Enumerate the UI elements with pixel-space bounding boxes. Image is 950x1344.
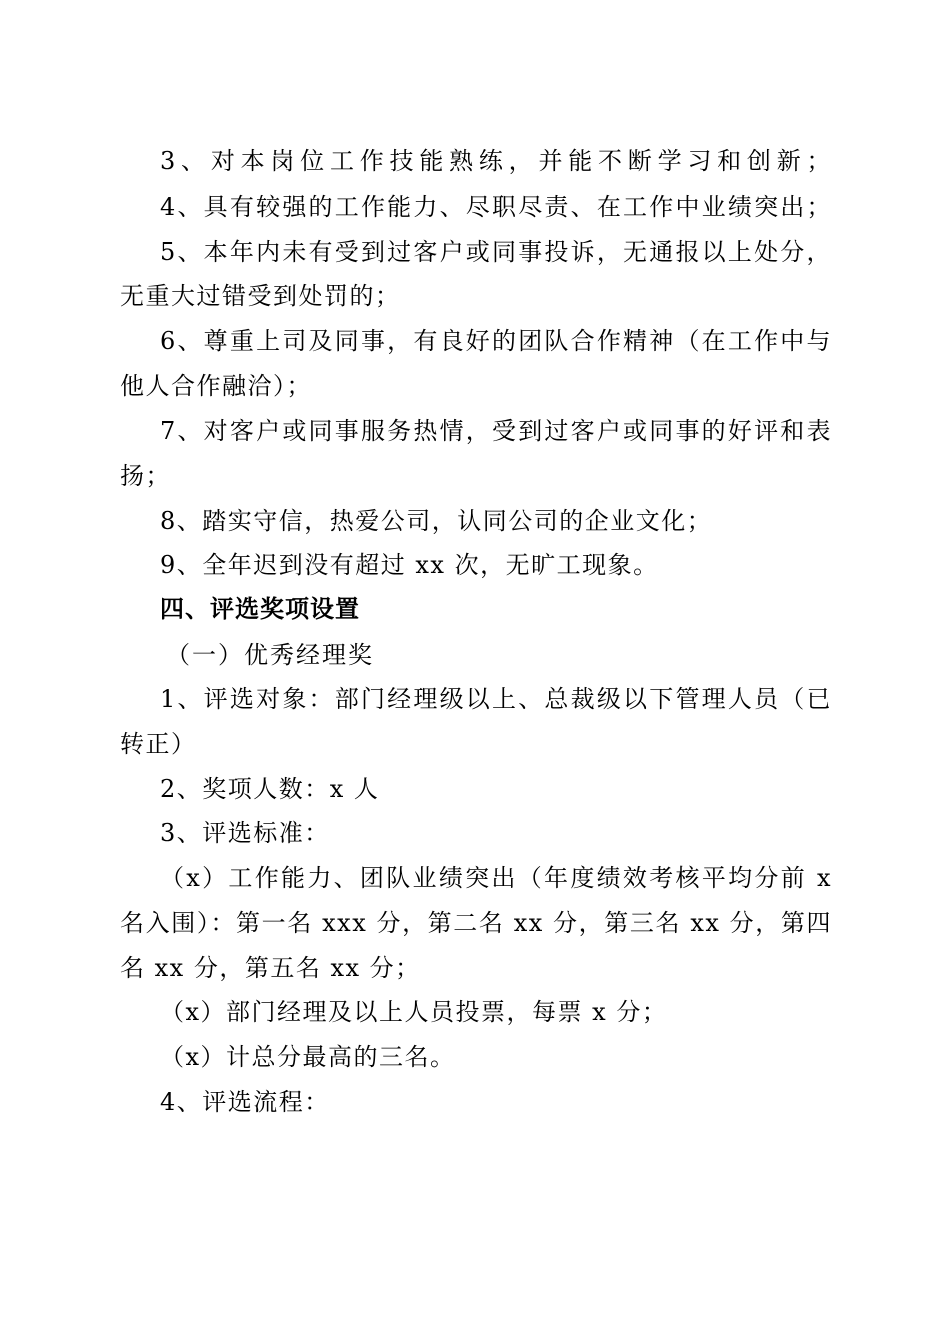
criterion-total: （x）计总分最高的三名。 [160,1043,456,1071]
criteria-item-4: 4、具有较强的工作能力、尽职尽责、在工作中业绩突出； [160,193,832,221]
criteria-item-6: 6、尊重上司及同事，有良好的团队合作精神（在工作中与 [160,327,832,355]
section-heading: 四、评选奖项设置 [160,595,360,623]
criteria-item-7-continued: 扬； [120,462,171,490]
criteria-item-6-continued: 他人合作融洽）； [120,372,312,400]
award-count: 2、奖项人数：x 人 [160,775,380,803]
criterion-performance-end: 名 xx 分，第五名 xx 分； [120,954,421,982]
criteria-item-7: 7、对客户或同事服务热情，受到过客户或同事的好评和表 [160,417,832,445]
award-criteria-heading: 3、评选标准： [160,819,330,847]
selection-process-heading: 4、评选流程： [160,1088,330,1116]
criterion-performance: （x）工作能力、团队业绩突出（年度绩效考核平均分前 x [160,864,832,892]
award-target-continued: 转正） [120,730,197,758]
criterion-voting: （x）部门经理及以上人员投票，每票 x 分； [160,998,668,1026]
criteria-item-8: 8、踏实守信，热爱公司，认同公司的企业文化； [160,507,713,535]
criteria-item-5: 5、本年内未有受到过客户或同事投诉，无通报以上处分， [160,238,832,266]
criteria-item-3: 3、对本岗位工作技能熟练，并能不断学习和创新； [160,147,832,175]
criteria-item-9: 9、全年迟到没有超过 xx 次，无旷工现象。 [160,551,659,579]
criteria-item-5-continued: 无重大过错受到处罚的； [120,282,401,310]
criterion-performance-continued: 名入围）：第一名 xxx 分，第二名 xx 分，第三名 xx 分，第四 [120,909,832,937]
award-target: 1、评选对象：部门经理级以上、总裁级以下管理人员（已 [160,685,832,713]
subsection-heading: （一）优秀经理奖 [166,641,374,669]
